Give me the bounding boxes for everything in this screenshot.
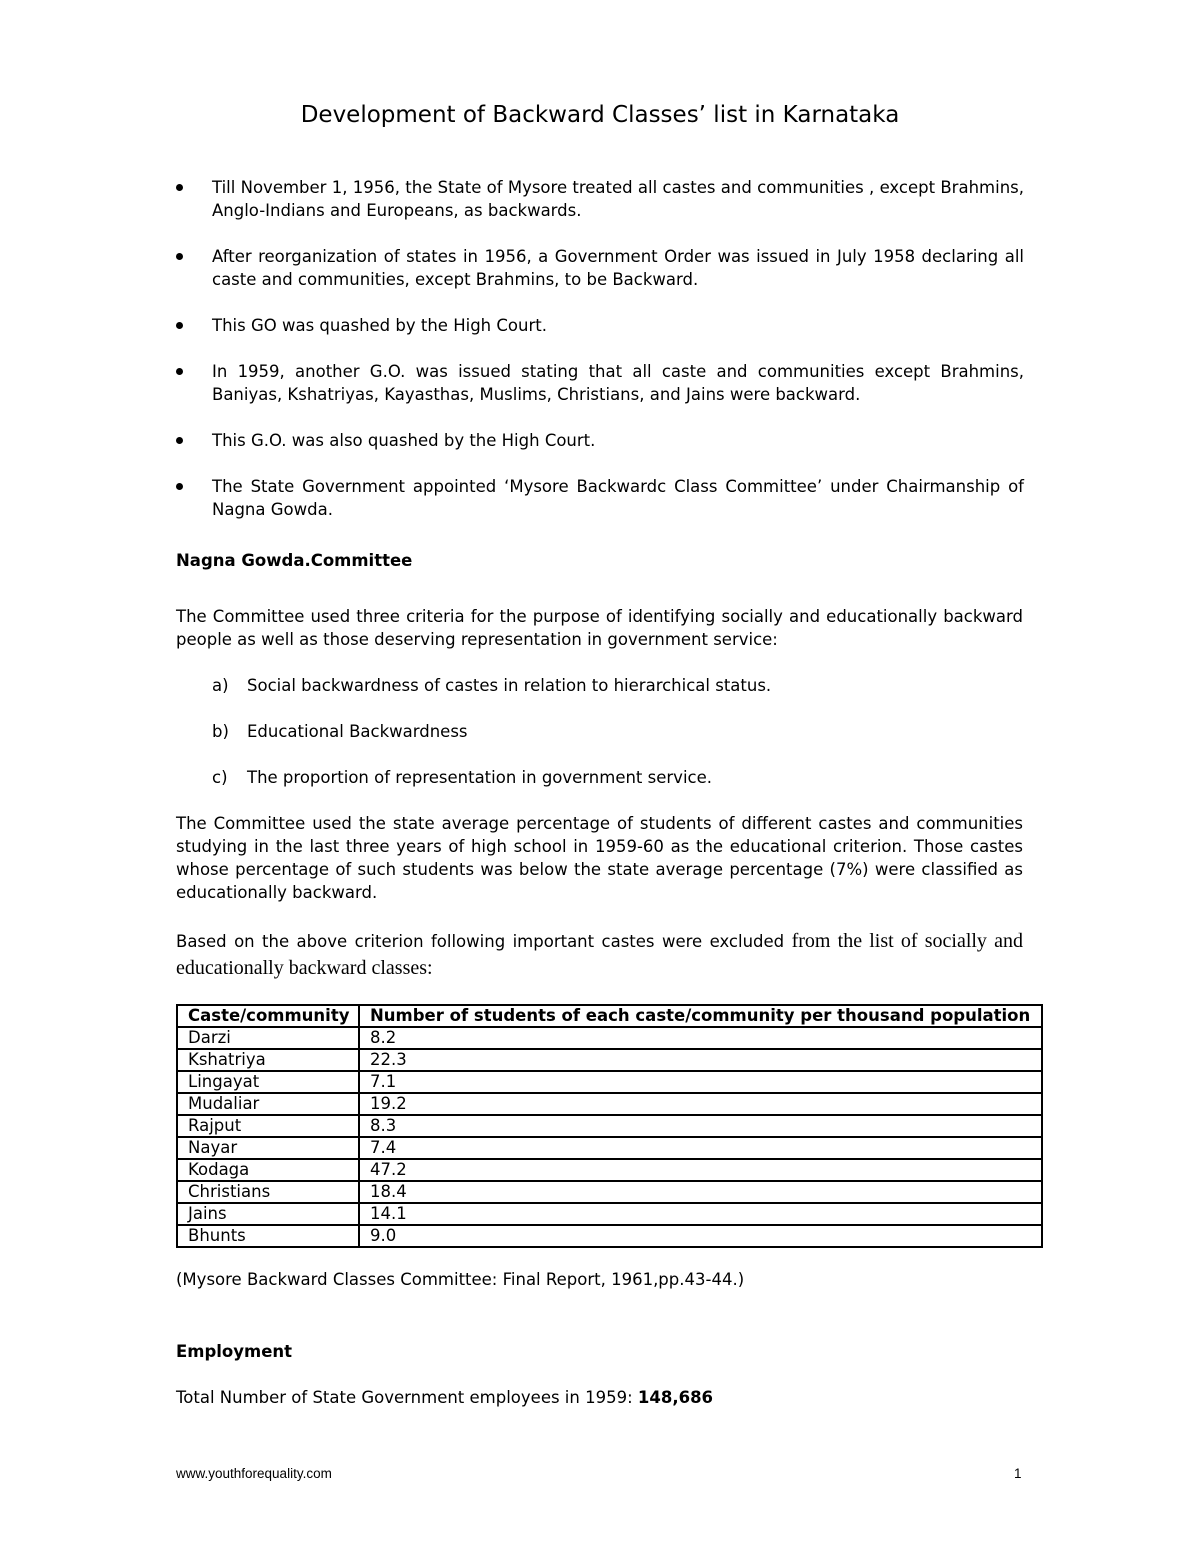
- value-cell: 8.2: [359, 1027, 1042, 1049]
- caste-cell: Kshatriya: [177, 1049, 359, 1071]
- bullet-item: Till November 1, 1956, the State of Mysore treated all castes and communities , except Brahmins, Anglo-Indians and Europeans, as backwards.: [172, 176, 1024, 222]
- bullet-item: After reorganization of states in 1956, a Government Order was issued in July 1958 declaring all caste and communities, except Brahmins, to be Backward.: [172, 245, 1024, 291]
- table-row: [177, 1027, 1042, 1049]
- table-row: [177, 1225, 1042, 1247]
- employment-line: [176, 1386, 1023, 1409]
- bullet-item: This GO was quashed by the High Court.: [172, 314, 1024, 337]
- value-cell: 19.2: [359, 1093, 1042, 1115]
- table-header-row: [177, 1005, 1042, 1027]
- caste-cell: Rajput: [177, 1115, 359, 1137]
- table-row: [177, 1093, 1042, 1115]
- table-row: [177, 1159, 1042, 1181]
- bullet-item: This G.O. was also quashed by the High Court.: [172, 429, 1024, 452]
- table-row: [177, 1137, 1042, 1159]
- criteria-text: Educational Backwardness: [247, 722, 468, 741]
- caste-cell: Lingayat: [177, 1071, 359, 1093]
- table-row: [177, 1203, 1042, 1225]
- column-header-students: Number of students of each caste/community per thousand population: [359, 1005, 1042, 1027]
- value-cell: 22.3: [359, 1049, 1042, 1071]
- criteria-text: The proportion of representation in government service.: [247, 768, 712, 787]
- caste-cell: Kodaga: [177, 1159, 359, 1181]
- caste-cell: Bhunts: [177, 1225, 359, 1247]
- bullet-list: [172, 176, 1024, 544]
- column-header-caste: Caste/community: [177, 1005, 359, 1027]
- criteria-item: [212, 674, 1012, 697]
- criteria-text: Social backwardness of castes in relation to hierarchical status.: [247, 676, 772, 695]
- employment-value: 148,686: [637, 1388, 714, 1407]
- table-row: [177, 1181, 1042, 1203]
- bullet-item: The State Government appointed ‘Mysore Backwardc Class Committee’ under Chairmanship of Nagna Gowda.: [172, 475, 1024, 521]
- bullet-item: In 1959, another G.O. was issued stating that all caste and communities except Brahmins, Baniyas, Kshatriyas, Kayasthas, Muslims, Christians, and Jains were backward.: [172, 360, 1024, 406]
- value-cell: 7.4: [359, 1137, 1042, 1159]
- value-cell: 9.0: [359, 1225, 1042, 1247]
- table-row: [177, 1049, 1042, 1071]
- caste-cell: Christians: [177, 1181, 359, 1203]
- caste-students-table: [176, 1004, 1043, 1248]
- exclusion-paragraph: [176, 928, 1023, 982]
- footer-url: www.youthforequality.com: [176, 1466, 332, 1481]
- caste-cell: Nayar: [177, 1137, 359, 1159]
- table-row: [177, 1115, 1042, 1137]
- section-heading-committee: Nagna Gowda.Committee: [176, 551, 413, 570]
- page-title: Development of Backward Classes’ list in Karnataka: [300, 102, 900, 128]
- value-cell: 18.4: [359, 1181, 1042, 1203]
- caste-cell: Darzi: [177, 1027, 359, 1049]
- value-cell: 8.3: [359, 1115, 1042, 1137]
- exclusion-text-start: Based on the above criterion following important castes were excluded: [176, 932, 792, 951]
- value-cell: 7.1: [359, 1071, 1042, 1093]
- value-cell: 47.2: [359, 1159, 1042, 1181]
- criteria-marker: c): [212, 768, 228, 787]
- table-source-citation: (Mysore Backward Classes Committee: Final Report, 1961,pp.43-44.): [176, 1270, 745, 1289]
- criteria-marker: b): [212, 722, 229, 741]
- caste-cell: Mudaliar: [177, 1093, 359, 1115]
- table-row: [177, 1071, 1042, 1093]
- criteria-item: [212, 766, 1012, 789]
- section-heading-employment: Employment: [176, 1342, 293, 1361]
- criterion-paragraph: The Committee used the state average percentage of students of different castes and communities studying in the last three years of high school in 1959-60 as the educational criterion. Those castes whose percentage of such students was below the state average percentage (7%) were classified as educationally backward.: [176, 814, 1023, 902]
- criteria-list: [212, 674, 1012, 812]
- exclusion-text-end: from the list of socially and educationally backward classes:: [176, 930, 1023, 979]
- value-cell: 14.1: [359, 1203, 1042, 1225]
- criteria-item: [212, 720, 1012, 743]
- employment-label: Total Number of State Government employees in 1959:: [176, 1388, 638, 1407]
- committee-intro-paragraph: The Committee used three criteria for the purpose of identifying socially and educationally backward people as well as those deserving representation in government service:: [176, 607, 1023, 649]
- page-number: 1: [1014, 1466, 1022, 1481]
- caste-cell: Jains: [177, 1203, 359, 1225]
- criteria-marker: a): [212, 676, 229, 695]
